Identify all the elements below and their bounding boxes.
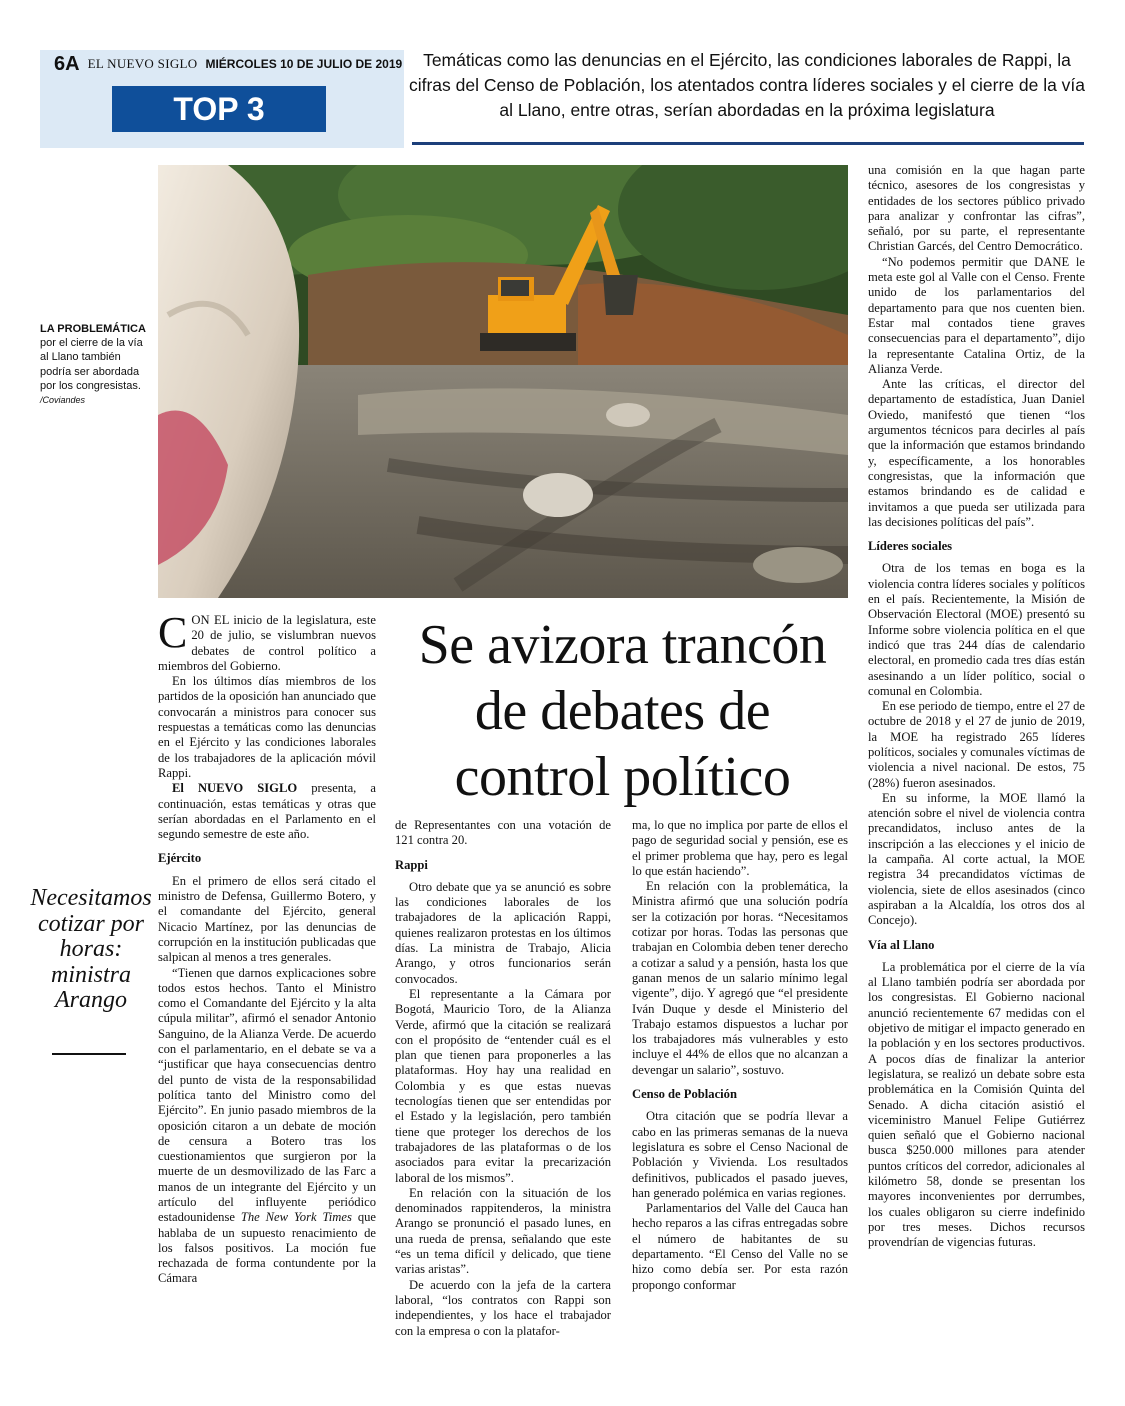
subhead-via-llano: Vía al Llano xyxy=(868,937,935,952)
paper-name-inline: El NUEVO SIGLO xyxy=(172,781,298,796)
subhead-rappi: Rappi xyxy=(395,857,428,872)
pull-quote-rule xyxy=(52,1053,126,1055)
paragraph: Otro debate que ya se anunció es sobre las condiciones laborales de los trabajadores de la aplicación Rappi, quienes realizaron protestas en los últimos días. La ministra de Trabajo, Alicia Arango, y otros funcionarios serán convocados. xyxy=(395,879,611,986)
article-column-4 xyxy=(868,163,1085,1250)
paragraph-text: “Tienen que darnos explicaciones sobre todos estos hechos. Tanto el Ministro como el Comandante del Ejército y la alta cúpula militar”, afirmó el senador Antonio Sanguino, de la Alianza Verde. De acuerdo con el parlamentario, en el debate se va a “justificar que haya consecuencias dentro del punto de vista de la responsabilidad política tanto del Ministro como del Ejército”. En junio pasado miembros de la oposición citaron a un debate de moción de censura a Botero tras los cuestionamientos que surgieron por la muerte de un desmovilizado de las Farc a manos de un integrante del Ejército y un artículo del influyente periódico estadounidense xyxy=(158,965,376,1225)
lead-text: ON EL inicio de la legislatura, este 20 de julio, se vislumbran nuevos debates de control político a miembros del Gobierno. xyxy=(158,613,376,673)
paragraph: Otra citación que se podría llevar a cabo en las primeras semanas de la nueva legislatura es sobre el Censo Nacional de Población y Vivienda. Los resultados definitivos, publicados el pasado jueves, han generado polémica en varias regiones. xyxy=(632,1109,848,1200)
headline: Se avizora trancón de debates de control político xyxy=(418,614,827,808)
paragraph xyxy=(158,966,376,1287)
paragraph: La problemática por el cierre de la vía al Llano también podría ser abordada por los congresistas. El Gobierno nacional anunció recientemente 67 medidas con el objetivo de mitigar el impacto generado en la población y en los sectores productivos. A pocos días de finalizar la anterior legislatura, se realizó un debate sobre esta problemática en la Comisión Quinta del Senado. A dicha citación asistió el viceministro Manuel Felipe Gutiérrez quien señaló que el Gobierno nacional busca $250.000 millones para atender puntos críticos del corredor, adicionales al kilómetro 58, donde se presentan los mayores inconvenientes por derrumbes, los cuales obligaron su cierre indefinido por tres meses. Dichos recursos provendrían de vigencias futuras. xyxy=(868,959,1085,1250)
article-column-2 xyxy=(395,818,611,1339)
caption-lead: LA PROBLEMÁTICA xyxy=(40,323,146,335)
paragraph: Otra de los temas en boga es la violencia contra líderes sociales y políticos en el país. Recientemente, la Misión de Observación Electoral (MOE) presentó su Informe sobre violencia política en el que indicó que tras 244 días de calendario electoral, en promedio cada tres días están asesinando a un líder político, social o comunal en Colombia. xyxy=(868,561,1085,698)
article-column-1 xyxy=(158,608,376,1287)
paragraph: En el primero de ellos será citado el ministro de Defensa, Guillermo Botero, y el comandante del Ejército, general Nicacio Martínez, por las denuncias de corrupción en la institución publicadas que salpican al menos a tres generales. xyxy=(158,873,376,965)
issue-date: MIÉRCOLES 10 DE JULIO DE 2019 xyxy=(205,57,403,71)
section-label: TOP 3 xyxy=(112,86,326,132)
newspaper-name: EL NUEVO SIGLO xyxy=(87,56,198,71)
kicker-text: Temáticas como las denuncias en el Ejército, las condiciones laborales de Rappi, la cifras del Censo de Población, los atentados contra líderes sociales y el cierre de la vía al Llano, entre otras, serían abordadas en la próxima legislatura xyxy=(408,50,1086,120)
subhead-lideres: Líderes sociales xyxy=(868,539,953,554)
paragraph xyxy=(158,781,376,842)
paragraph: En su informe, la MOE llamó la atención sobre el nivel de violencia contra precandidatos, incluso antes de la inscripción a las elecciones y el inicio de la campaña. Al corte actual, la MOE registra 34 precandidatos víctimas de violencia, siete de ellos asesinados (cinco aspiraban a la Alcaldía, los otros dos al Concejo). xyxy=(868,790,1085,928)
paragraph: de Representantes con una votación de 121 contra 20. xyxy=(395,818,611,848)
subhead-censo: Censo de Población xyxy=(632,1087,737,1102)
paragraph-text: que hablaba de un supuesto renacimiento de los falsos positivos. La moción fue rechazada de forma contundente por la Cámara xyxy=(158,1210,376,1286)
caption-text: por el cierre de la vía al Llano también podría ser abordada por los congresistas. xyxy=(40,337,143,392)
article-column-3 xyxy=(632,818,848,1293)
photo-credit: /Coviandes xyxy=(40,395,86,406)
kicker-rule xyxy=(412,142,1084,145)
paragraph: En relación con la situación de los denominados rappitenderos, la ministra Arango se pronunció el pasado lunes, en una rueda de prensa, señalando que este “es un tema difícil y delicado, que tiene varias aristas”. xyxy=(395,1185,611,1277)
paragraph: El representante a la Cámara por Bogotá, Mauricio Toro, de la Alianza Verde, afirmó que la citación se realizará con el propósito de “entender cuál es el plan que tienen para proponerles a las plataformas. Hoy hay una realidad en Colombia y es que estas nuevas tecnologías tienen que ser entendidas por el Estado y la legislación, pero también tiene que proteger los derechos de los trabajadores de las plataformas o de los asociados para evitar la precarización laboral de los mismos”. xyxy=(395,986,611,1185)
paragraph: ma, lo que no implica por parte de ellos el pago de seguridad social y pensión, ese es el primer problema que hay, pero es legal lo que están haciendo”. xyxy=(632,818,848,878)
paragraph: En relación con la problemática, la Ministra afirmó que una solución podría ser la cotización por horas. “Necesitamos cotizar por horas. Todas las personas que trabajan en Colombia deben tener derecho a cotizar a salud y a pensión, hasta los que ganan menos de un salario mínimo legal vigente”, dijo. Y agregó que “el presidente Iván Duque y desde el Ministerio del Trabajo estamos dispuestos a luchar por los trabajadores más vulnerables y esto incluye el 44% de ellos que no alcanzan a devengar un salario”, sostuvo. xyxy=(632,879,848,1077)
drop-cap: C xyxy=(158,608,188,657)
pull-quote: Necesitamos cotizar por horas: ministra Arango xyxy=(30,885,152,1013)
paragraph: De acuerdo con la jefa de la cartera laboral, “los contratos con Rappi son independientes, y los hace el trabajador con la empresa o con la platafor- xyxy=(395,1277,611,1338)
paragraph: Parlamentarios del Valle del Cauca han hecho reparos a las cifras entregadas sobre el número de habitantes de su departamento. “El Censo del Valle no se hizo como debía ser. Por esta razón propongo conformar xyxy=(632,1201,848,1292)
paragraph: una comisión en la que hagan parte técnico, asesores de los congresistas y entidades de los sectores público privado para analizar y confrontar las cifras”, señaló, por su parte, el representante Christian Garcés, del Centro Democrático. xyxy=(868,163,1085,254)
paragraph-text: presenta, a continuación, estas temáticas y otras que serían abordadas en el Parlamento en el segundo semestre de este año. xyxy=(158,781,376,842)
photo-caption xyxy=(40,322,148,407)
lead-paragraph xyxy=(158,608,376,674)
page-number: 6A xyxy=(54,52,80,75)
paragraph: “No podemos permitir que DANE le meta este gol al Valle con el Censo. Frente unido de los parlamentarios del departamento para que nos cuenten bien. Estar mal contados tiene graves consecuencias para el departamento”, dijo la representante Catalina Ortiz, de la Alianza Verde. xyxy=(868,254,1085,376)
landslide-photo xyxy=(158,165,848,598)
paragraph: En ese periodo de tiempo, entre el 27 de octubre de 2018 y el 27 de junio de 2019, la MOE ha registrado 265 líderes políticos, sociales y comunales víctimas de violencia a nivel nacional. De estos, 75 (28%) fueron asesinados. xyxy=(868,699,1085,790)
folio-line xyxy=(40,50,404,78)
paragraph: Ante las críticas, el director del departamento de estadística, Juan Daniel Oviedo, manifestó que tienen “los argumentos técnicos para decirles al país que la información que estamos brindando y, específicamente, a los honorables congresistas, que la información que estamos brindando es de calidad e invitamos a que pueda ser utilizada para las decisiones políticas del país”. xyxy=(868,377,1085,529)
publication-name: The New York Times xyxy=(240,1210,352,1225)
paragraph: En los últimos días miembros de los partidos de la oposición han anunciado que convocarán a ministros para conocer sus respuestas a temáticas como las denuncias en el Ejército y las condiciones laborales de los trabajadores de la aplicación móvil Rappi. xyxy=(158,674,376,780)
subhead-ejercito: Ejército xyxy=(158,851,202,866)
